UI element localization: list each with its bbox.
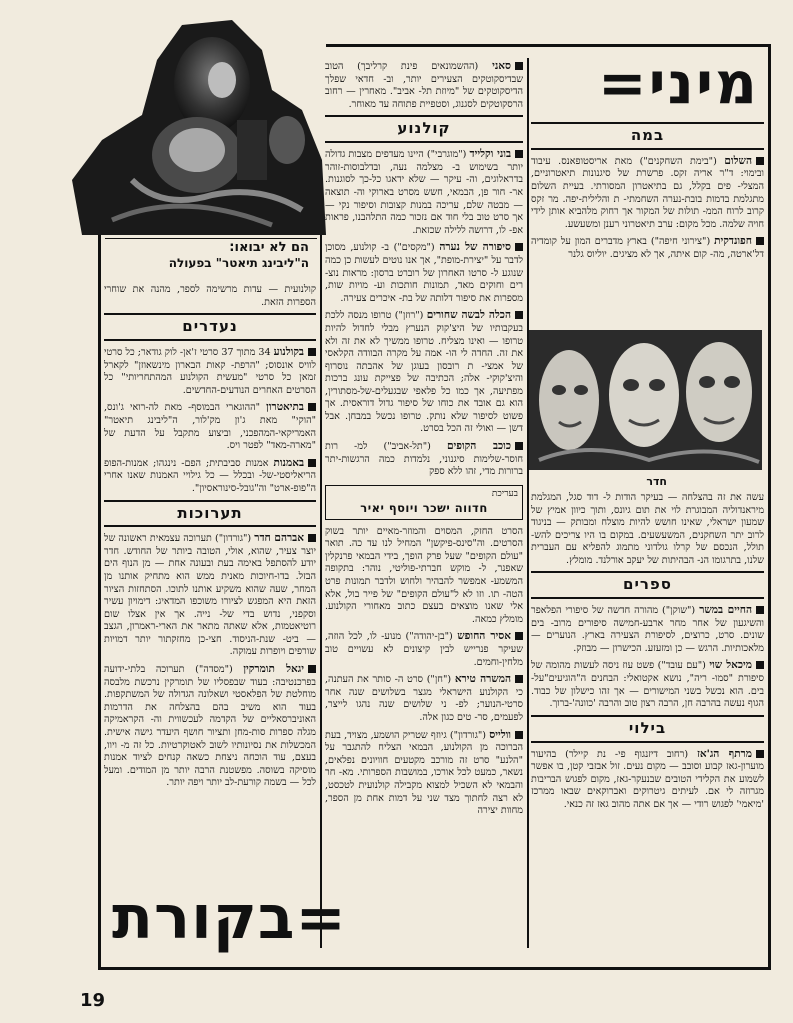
photo-caption-line2: ה"ליבינג תיאטר" בפעולה bbox=[168, 256, 309, 270]
review-body: עשה את זה בהצלחה — בעיקר הודות ל- דוד סגל, המגלמת מיראנדוליה המבוגרת לוי את תום גיונס, ותוך כיוון אמיץ של שמעון ישראלי, שאינו חושש להיות מוצלח ומבותק — בניגוד לרוב יתר השחקנים, המשעשעים. במקום בו היו צריכים להש- תולל, הנכסם של קרלו גולדוני מתמוג להפליא עם העברית שלנו, בתרגומו הנ- הבהיתות של יעקב אורלנד. מומלץ. bbox=[531, 492, 764, 566]
review-title: כוכב הקופים bbox=[446, 440, 511, 453]
left-column bbox=[104, 284, 316, 884]
review-body: (רחוב דיזנגוף פי- נת קיילר) בהיעור מוערון-גאז קבוע וסובב — מקום נעים. זול אבזבי קטן, בו אפשר לשמוע את הקלידי הטובים שבנעקר-גאז, מקום לפגוש הבריבות מגרוזה לי אם. לעיתים גיטרוקים ואברוקאים שבאו ממרכז 'מיאמי' לפגוש רודי — אך אם אתה מהוב גאז זה כנאי. bbox=[531, 748, 764, 810]
section-head-books: ספרים bbox=[531, 571, 764, 599]
review-body: ("בן-יהודה") מנוע- לו, לכל הוזה, שעיקר פנרייש לבין קיצונים לא עשויים טוב מלחין-וחמים. bbox=[325, 631, 523, 668]
review-body: ("צירוני חיפה") בארץ מדברים המון על קומדיה דל'ארטה, מה- קום איתה, אך לא מציגים. יוליוס גלנר bbox=[531, 236, 764, 260]
review-title: אסיר החופש bbox=[457, 630, 511, 643]
bullet-square-icon bbox=[515, 632, 523, 640]
center-column bbox=[325, 58, 523, 963]
photo-caption-line1: הם לא יבואו: bbox=[229, 240, 309, 255]
living-theatre-photo bbox=[72, 20, 326, 235]
review-title: סיפורה של נערה bbox=[439, 241, 511, 254]
review-item bbox=[325, 729, 523, 818]
review-title: מיכאל שוי bbox=[709, 659, 753, 672]
bullet-square-icon bbox=[515, 62, 523, 70]
review-body: "ההוגארי הבמוסף- מאת לה-רואי ג'ונס, "הוקי" מאת ג'ון מק'לור, ה"ליבינג תיאטר" האמריקאי-המהפכני, וביצוע מתקבל על הדעת של "מארה-מאד" לפטר ויס. bbox=[104, 402, 316, 452]
review-body: ("מוגרבי") היינו מעדפים מצבות גדולה יותר בשימוש ב- מצלמה נעה, ובדלבוסות-זוהר בדראלוגים, וה- עיקר — שלא ידאגו כל-כך לסוגנות. אר- חור פן, הבמאי, חשש מסרט בארוקי וה- תוצאה — מבטה שלם, עריכה במנות קצובות וסיפור נקי — אך סרט טוב בלי חוד אם נזכור כמה התלהבנו, פראות אפ- לו, דרושה ללילה שכזאת. bbox=[325, 149, 523, 236]
bullet-square-icon bbox=[308, 348, 316, 356]
review-item bbox=[325, 440, 523, 479]
review-item bbox=[531, 659, 764, 710]
review-title: באמנות bbox=[273, 456, 304, 469]
review-item bbox=[531, 155, 764, 232]
review-title: וולייס bbox=[489, 728, 511, 741]
review-item bbox=[325, 241, 523, 305]
review-item bbox=[104, 532, 316, 659]
bullet-square-icon bbox=[308, 459, 316, 467]
masks-caption: חדר bbox=[646, 475, 667, 488]
photo-caption-rule bbox=[105, 238, 317, 239]
frame-right-rule bbox=[768, 44, 771, 969]
review-item bbox=[325, 673, 523, 724]
section-head-shows: בילוי bbox=[531, 715, 764, 743]
right-column-bottom bbox=[531, 492, 764, 962]
review-body: אמנות סביבתית; הפם- נינגהו; אמנות-הפופ הריאליסטי-של- ובכלל — כל גילויי האמנות שאנו אחרי ה"פופ-ארט" וה"גובל-סינוראסיון". bbox=[104, 457, 316, 494]
editors-names: חדווה ישכר ויוסף יאיר bbox=[360, 500, 488, 515]
column-divider-right bbox=[527, 58, 529, 948]
review-body: ("חן") סרט ה- סותר את העתנה, כי הקולנוע הישראלי מגצר בשלושים שנה אחר סרטי-הנוער; לפ- ני שלושים שנה נהגו לייצר, לפעמים, סר- טים כגון אלה. bbox=[325, 674, 523, 723]
section-head-exhibits: תערוכות bbox=[104, 500, 316, 528]
masthead-critique: =בקורת bbox=[112, 883, 347, 953]
bullet-square-icon bbox=[308, 534, 316, 542]
review-body: ("מקסים") ב- קולנוע, מסוכן לדבר על "יצירת-מופת", אך אנו נוטים לעשות כן כמה שנוגע ל- סרטו האחרון של רוברט ברסון: מראות נוצ- רים וחוקים מאד, תמונות חותכות וע- מויות שות, מספרות את סיפור דלותה של בת- איכרים צעירה. bbox=[325, 242, 523, 304]
review-item bbox=[531, 235, 764, 261]
bullet-square-icon bbox=[756, 237, 764, 245]
review-body: ("מסדה") תערוכה בלתי-ידועה בפרכנטיבה: בעוד שבפסליו של תומרקין נרכשת מלבסה מוחלטת של הפלאסטי ושאלונה הגדולה של המשתקפות. בעוד הוא משיב בהם בהצלחה את הדרמות האוניברסאליים של הקדמה לעכשווית וה- הקראמיקה מגלה ספרות סות-מחן ותציור חושף היעדר גישה אישית. המכשלות את נסיונותיו לשוב לאטוקרטיות. כל זה מ- ויוו, בעצם, עוד הוכחה ניצחת כשאה קנחים לציוד אמנות מוסיקה בשוסה. מפשטנת הרבה יותר מן המודים. ומעל לכל — בשמה קורעת-לב יותר ויפה יותר. bbox=[104, 663, 316, 789]
review-title: חפונדקית bbox=[714, 235, 752, 248]
bullet-square-icon bbox=[515, 150, 523, 158]
bullet-square-icon bbox=[756, 750, 764, 758]
bullet-square-icon bbox=[756, 661, 764, 669]
page-number: 19 bbox=[80, 990, 106, 1011]
review-body: ("רוזן") טרופו מנסה ללכת בעקבותיו של היצ'קוק הנערץ מבלי לחדול להיות טרופו — ואינו מצליח. טרופו ממשיך לא את זה ולא את זה. החדה לי הו- אמה על מקרה הבוודה הקלאסי של אמצי- ת רובסון בעוגן של אהבתה נוסרוף והיצ'קוקי- אלה; הכתיבה של פצייקת עונג ברכות מפתיעה, אך כמו כל פלאפי שבגעלים-של-מסתורין, הוא גם אובד את כוחו של סיפור גדול דוראסית. אך פשוט לסיפור שלא נותק. טרופו נכשל במבחן. אבל דשן — ואולי זה הכל בסרט. bbox=[325, 310, 523, 435]
bullet-square-icon bbox=[308, 403, 316, 411]
review-title: בתיאטרון bbox=[266, 401, 304, 414]
review-item bbox=[531, 748, 764, 812]
bullet-square-icon bbox=[515, 442, 523, 450]
review-body: ("בימת השחקנים") מאת אריסטופאנס. עיבוד ובימוי: ד"ר אריה זקס. פרשרת של סיגנונות תיאטרוניים, המצלי- פים בקלל, גם בתיאטרון המסורתי. בעיית השלום מתגלמת בדמות בובת-נערה השחמתי- ת והלילית-יפה. מר זקס קרוב לרוח הממ- תולות של המקור אך רחוק מלהביא אותן לידי חויה שלמה. מכל מקום: ערב תיאטרוני רענן ומשעשע. bbox=[531, 155, 764, 230]
masthead-mini: מיני= bbox=[597, 49, 759, 117]
review-title: אברהם חדר bbox=[254, 532, 304, 545]
review-body: ("גורדון") תערוכה עצמאית ראשונה של יוצר צעיר, שהוא, אולי, הטובה ביותר של החודש. חדר יודע להסתפל באימה בעת ובעונה אחת — מן הנוף הים הבזל. בדו-חיוכות מאנית ממש הוא מתחיק אותנו מן המחר, שעה שהוא משקיע אותנו לתוכו. הסתחזות הציור הזאת היא המפגש לציורו משוכפו המדאיג: דימויון עשיר וסקפני, נדוש בדי של- נייה. אך אין אצלו שום רוטיאטמות, אלא שאתה מתאר את הארי-ראמרון, הגצב — ביט- שנת-הניסוד. חצי-כן מחזקתור יותר דמויות שורפים ויופרות עמוקה. bbox=[104, 533, 316, 658]
review-item bbox=[325, 148, 523, 237]
review-body: קולנועית — עדות מרשימה לספר, מהנה את שוחרי הספרות הזאת. bbox=[104, 284, 316, 308]
section-head-stage: במה bbox=[531, 122, 764, 150]
bullet-square-icon bbox=[515, 731, 523, 739]
section-head-kolnoa: קולנוע bbox=[325, 115, 523, 143]
bullet-square-icon bbox=[756, 157, 764, 165]
review-title: החיים במשר bbox=[699, 604, 752, 617]
review-title: סאני bbox=[492, 60, 511, 72]
review-body: ("גורדון") גיוזף שטריק הושמע, מצויד, בעת הברוכה מן הקולנוע, הבמאי הצליח להתגבר על "הלנע" סרט זה מורכב מקטעים חוויונים נפלאים, נשאר, כמעט לכל אורכו, במושבות הספרותי. מא- חר והבמאי לא השכיל למצוא מקבילה קולנועית לטכסט, לא רצה לחתוך מצד שני על דמות אחת מן הספר, מחוות יצירה bbox=[325, 729, 523, 817]
right-column-top bbox=[531, 118, 764, 328]
bullet-square-icon bbox=[515, 675, 523, 683]
review-title: בקולנוע bbox=[273, 345, 304, 358]
bullet-square-icon bbox=[515, 243, 523, 251]
bullet-square-icon bbox=[756, 606, 764, 614]
review-body: הסרט החזק, המסוים והמוזר-מאיים יותר בשוק הסרטים. וה"סינס-פיקשן" המחיל לנו עד כה. תואר "עולם הקופים" שעל פרק הופך, בידי הבמאי פרנקלין שאפנר, ל- מוקש חברתי-פוליטי, נוהר: בתקופה המשמע- אמפשר להבהיר ולחוש ולדבר תמונות פרט הטה- תו. וזו לא ל"עולם הקופים" של פייר בול, אלא אלי שאנו מוצאים בעצם כתוב מאחורי הקולנוע. מומלץ כמאה. bbox=[325, 525, 523, 625]
bullet-square-icon bbox=[308, 665, 316, 673]
review-body: ("עם עובד") פשט עוז ניסה לעשות מהומה של סיפורת "סמו- ריה", נושא אקטואלי: הבחנים ה"הוגיעים"על- בים. הוא נכשל בשני המישורים — אך זהו כישלון של כבוד. הגוף נעשה בהרבה חן, הרבה רצון טוב והרבה 'כוונה'-ברוך. bbox=[531, 660, 764, 710]
review-title: המשרה טירא bbox=[454, 673, 511, 686]
review-body: (ההשמונאים פינת קרליבך) הטוב שבדיסקוטקים הצעירים יותר, וב- חדאי שפלך הדיסקוטקים של "מיוזת תל- אביב". מאחרין — רחוב הרסקוטקים לסגנוג, וסטפיית פתוחה עד מאוחר. bbox=[325, 61, 523, 110]
masks-photo bbox=[529, 330, 762, 470]
editors-label: בעריכת bbox=[491, 488, 518, 499]
review-item bbox=[104, 457, 316, 496]
editors-box bbox=[325, 485, 523, 520]
review-title: מרתף הג'אז bbox=[696, 747, 753, 760]
review-item bbox=[104, 346, 316, 397]
review-item bbox=[104, 401, 316, 452]
review-title: הכלה לבשה שחורים bbox=[426, 309, 511, 322]
review-item bbox=[325, 630, 523, 669]
review-body: 34 מתוך 37 סרטי ז'אן- לוק גודאר; כל סרטי לוויס אונסוס; "הרפת- קאות הבארון מינשאוזן" לקארל זמאן כל סרטי "מעשית הקולנוע המהתחריותי" כל הסרטים האחרים הנודעים-החדשים. bbox=[104, 346, 316, 396]
review-body: ("תל-אביב") למ- רות חוסר-שלימות סיגנוני, נלמדות כמה הרגשות-יתר ברורות מדי, זהו ללא ספק bbox=[325, 441, 523, 478]
review-title: בוני וקלייד bbox=[469, 148, 511, 161]
review-item bbox=[531, 604, 764, 655]
frame-bottom-rule bbox=[98, 967, 771, 970]
review-title: יגאל תומרקין bbox=[243, 662, 304, 675]
review-item bbox=[104, 663, 316, 790]
review-item bbox=[325, 60, 523, 111]
review-title: השלום bbox=[724, 154, 752, 167]
review-body: ("שוקן") מהורה חדשה של סיפורי הפלאפר והשיגעון של אחר מחר ארבע-חמישה סיפורים מרוב- בים שונים. סרט, כרוצים, לסיפורת הצעירה בארץ. הנוערים — מלאכותיות. הרגש — כן ומזעזע. הכישרון — מבוזק. bbox=[531, 605, 764, 654]
bullet-square-icon bbox=[515, 311, 523, 319]
review-item bbox=[325, 309, 523, 436]
section-head-youth: נעדרים bbox=[104, 313, 316, 341]
